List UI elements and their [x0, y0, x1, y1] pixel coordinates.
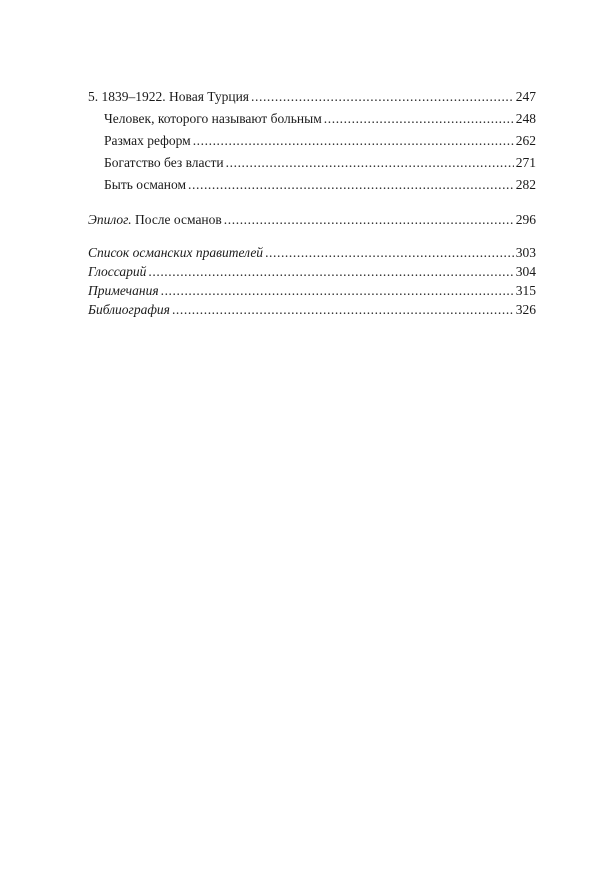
- toc-section-entry[interactable]: [88, 130, 536, 152]
- dot-leader: [226, 152, 514, 174]
- toc-entry-page: 247: [515, 89, 536, 104]
- dot-leader: [324, 108, 514, 130]
- toc-entry-title: Библиография: [88, 302, 170, 317]
- toc-epilogue-entry[interactable]: [88, 209, 536, 231]
- toc-entry-page: 304: [515, 264, 536, 279]
- toc-section-entry[interactable]: [88, 108, 536, 130]
- toc-entry-title: Размах реформ: [104, 133, 191, 148]
- toc-entry-title: 5. 1839–1922. Новая Турция: [88, 89, 250, 104]
- dot-leader: [193, 130, 514, 152]
- toc-appendix-entry[interactable]: [88, 300, 536, 319]
- epilogue-title: После османов: [134, 212, 222, 227]
- toc-section-entry[interactable]: [88, 174, 536, 196]
- toc-appendix-entry[interactable]: [88, 243, 536, 262]
- toc-entry-title: Богатство без власти: [104, 155, 224, 170]
- toc-chapter-entry[interactable]: [88, 86, 536, 108]
- toc-entry-title: Человек, которого называют больным: [104, 111, 322, 126]
- toc-entry-title: Глоссарий: [88, 264, 147, 279]
- table-of-contents: [88, 86, 536, 319]
- toc-entry-title: Примечания: [88, 283, 159, 298]
- toc-entry-page: 282: [515, 177, 536, 192]
- dot-leader: [161, 281, 514, 300]
- dot-leader: [251, 86, 514, 108]
- toc-appendix-entry[interactable]: [88, 262, 536, 281]
- dot-leader: [172, 300, 514, 319]
- toc-entry-page: 315: [515, 283, 536, 298]
- dot-leader: [224, 209, 514, 231]
- toc-entry-page: 248: [515, 111, 536, 126]
- dot-leader: [188, 174, 514, 196]
- toc-entry-page: 326: [515, 302, 536, 317]
- toc-entry-title: Быть османом: [104, 177, 187, 192]
- toc-entry-page: 303: [515, 245, 536, 260]
- toc-entry-page: 262: [515, 133, 536, 148]
- toc-entry-page: 271: [515, 155, 536, 170]
- toc-section-entry[interactable]: [88, 152, 536, 174]
- toc-entry-title: [88, 209, 222, 231]
- toc-entry-page: 296: [515, 212, 536, 227]
- toc-entry-title: Список османских правителей: [88, 245, 264, 260]
- dot-leader: [148, 262, 513, 281]
- epilogue-label: Эпилог.: [88, 212, 132, 227]
- dot-leader: [265, 243, 514, 262]
- toc-appendix-entry[interactable]: [88, 281, 536, 300]
